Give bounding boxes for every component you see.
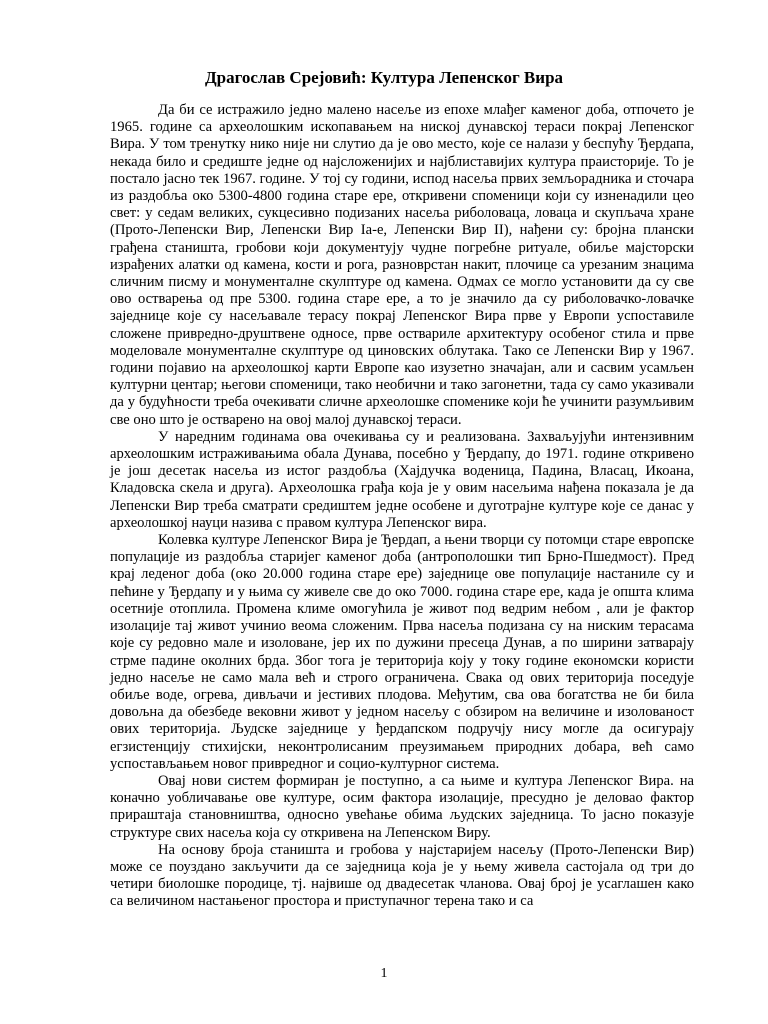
paragraph: Колевка културе Лепенског Вира је Ђердап, а њени творци су потомци старе европске популације из раздобља старијег каменог доба (антрополошки тип Брно-Пшедмост). Пред крај леденог доба (око 20.000 година старе ере) заједнице ове популације настаниле су и пећине у Ђердапу и у њима су живеле све до око 7000. година старе ере, када је општа клима осетније отоплила. Промена климе омогућила је живот под ведрим небом , али је фактор изолације тај живот учинио веома сложеним. Прва насеља подизана су на ниским терасама које су редовно мале и изоловане, јер их по дужини пресеца Дунав, а по ширини затварају стрме падине околних брда. Због тога је територија коју у току године економски користи једно насеље не само мала већ и строго ограничена. Свака од ових територија поседује обиље воде, огрева, дивљачи и јестивих плодова. Међутим, сва ова богатства не би била довољна да обезбеде вековни живот у једном насељу с обзиром на величине и изолованост ових територија. Људске заједнице у ђердапском подручју нису могле да осигурају егзистенцију стихијски, неконтролисаним преузимањем природних добара, већ само успостављањем новог привредног и социо-културног система. [110, 532, 694, 772]
document-body [110, 102, 694, 911]
page-number: 1 [380, 966, 388, 981]
paragraph: Да би се истражило једно малено насеље из епохе млађег каменог доба, отпочето је 1965. године са археолошким ископавањем на ниској дунавској тераси покрај Лепенског Вира. У том тренутку нико није ни слутио да је ово место, које се налази у беспућу Ђердапа, некада било и средиште једне од најсложенијих и најблиставијих култура праисторије. То је постало јасно тек 1967. године. У тој су години, испод насеља првих земљорадника и сточара из раздобља око 5300-4800 година старе ере, откривени споменици који су изненадили цео свет: у седам великих, сукцесивно подизаних насеља риболоваца, ловаца и скупљача хране (Прото-Лепенски Вир, Лепенски Вир Ia-e, Лепенски Вир II), нађени су: бројна плански грађена станишта, гробови који документују чудне погребне ритуале, обиље мајсторски израђених алатки од камена, кости и рога, разноврстан накит, плочице са урезаним знацима сличним писму и монументалне скулптуре од камена. Одмах се могло установити да су све ово остварења од пре 5300. година старе ере, а то је значило да су риболовачко-ловачке заједнице које су насељавале терасу покрај Лепенског Вира прве у Европи успоставиле сложене привредно-друштвене односе, прве оствариле архитектуру особеног стила и прве моделовале монументалне скулптуре од циновских облутака. Тако се Лепенски Вир у 1967. години појавио на археолошкој карти Европе као изузетно значајан, али и сасвим усамљен културни центар; његови споменици, тако необични и тако загонетни, тада су само указивали да у будућности треба очекивати сличне археолошке споменике који ће учинити разумљивим све оно што је остварено на овој малој дунавској тераси. [110, 102, 694, 428]
paragraph: На основу броја станишта и гробова у најстаријем насељу (Прото-Лепенски Вир) може се поуздано закључити да се заједница која је у њему живела састојала од три до четири биолошке породице, тј. највише од двадесетак чланова. Овај број је усаглашен како са величином настањеног простора и приступачног терена тако и са [110, 841, 694, 910]
document-title: Драгослав Срејовић: Култура Лепенског Вира [204, 68, 564, 87]
paragraph: У наредним годинама ова очекивања су и реализована. Захваљујући интензивним археолошким истраживањима обала Дунава, посебно у Ђердапу, до 1971. године откривено је још десетак насеља из истог раздобља (Хајдучка воденица, Падина, Власац, Икоана, Кладовска скела и друга). Археолошка грађа која је у овим насељима нађена показала је да Лепенски Вир треба сматрати средиштем једне особене и дуготрајне културе које се данас у археолошкој науци назива с правом култура Лепенског вира. [110, 428, 694, 531]
paragraph: Овај нови систем формиран је поступно, а са њиме и култура Лепенског Вира. на коначно уобличавање ове културе, осим фактора изолације, пресудно је деловао фактор прираштаја становништва, односно увећање обима људских заједница. То јасно показује структуре свих насеља која су откривена на Лепенском Виру. [110, 772, 694, 841]
